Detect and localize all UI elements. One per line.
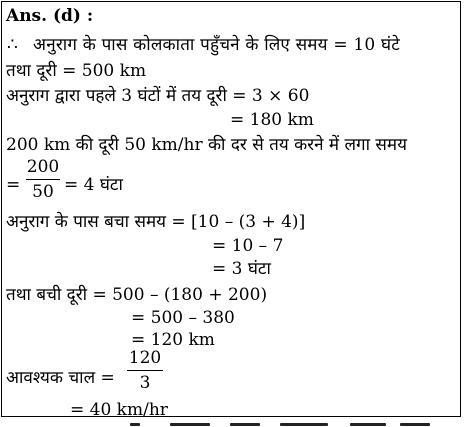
fraction-denominator: 3 — [139, 373, 151, 393]
equals-sign: = — [6, 175, 21, 195]
cropped-next-text — [110, 419, 440, 427]
line-total-distance: तथा दूरी = 500 km — [6, 61, 147, 81]
line-time-for-200-km: 200 km की दूरी 50 km/hr की दर से तय करने में लगा समय — [6, 135, 407, 155]
line-500-minus-380: = 500 – 380 — [131, 308, 235, 328]
fraction-denominator: 50 — [32, 182, 54, 202]
line-4-hours: = 4 घंटा — [64, 175, 123, 195]
answer-label: Ans. (d) : — [6, 6, 94, 26]
fraction-200-over-50 — [26, 157, 60, 202]
line-distance-first-3-hours: अनुराग द्वारा पहले 3 घंटों में तय दूरी = 3 × 60 — [6, 86, 310, 106]
therefore-symbol: ∴ — [7, 35, 18, 55]
fraction-bar — [127, 370, 163, 371]
line-10-minus-7: = 10 – 7 — [212, 236, 284, 256]
fraction-numerator: 120 — [128, 348, 162, 368]
line-40-km-hr: = 40 km/hr — [70, 400, 168, 420]
line-required-speed: आवश्यक चाल = — [6, 368, 115, 388]
line-remaining-distance: तथा बची दूरी = 500 – (180 + 200) — [6, 285, 268, 305]
line-3-hours: = 3 घंटा — [212, 259, 271, 279]
fraction-numerator: 200 — [26, 157, 60, 177]
line-remaining-time: अनुराग के पास बचा समय = [10 – (3 + 4)] — [6, 212, 306, 232]
fraction-bar — [26, 179, 60, 180]
fraction-120-over-3 — [127, 348, 163, 393]
line-120-km: = 120 km — [131, 330, 215, 350]
line-time-to-kolkata: अनुराग के पास कोलकाता पहुँचने के लिए समय = 10 घंटे — [33, 35, 401, 55]
line-180-km: = 180 km — [230, 110, 314, 130]
